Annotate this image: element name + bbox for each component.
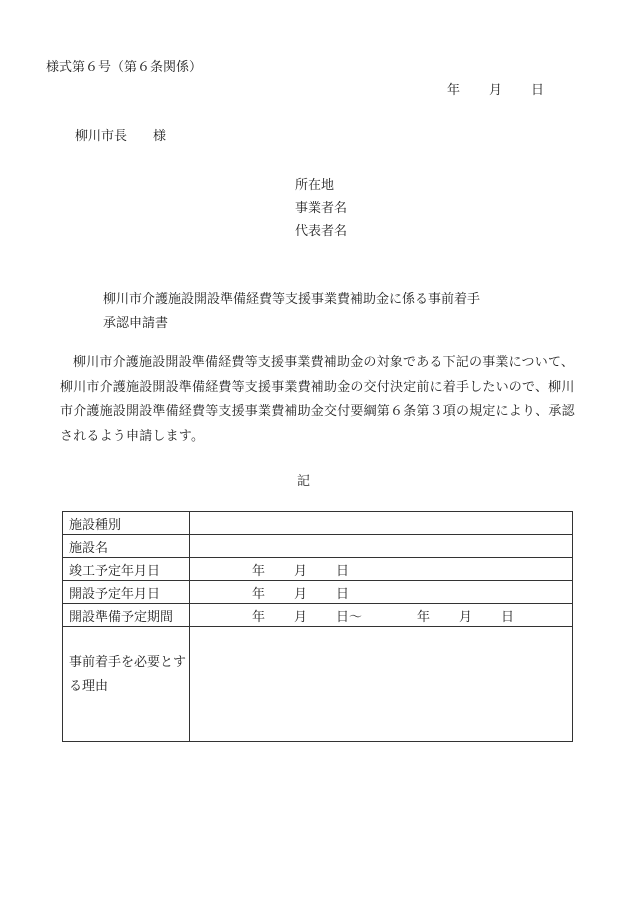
period-end-day: 日 — [501, 609, 515, 625]
table-row — [63, 512, 573, 535]
representative-label: 代表者名 — [295, 224, 348, 239]
form-number: 様式第６号（第６条関係） — [46, 60, 203, 75]
completion-month: 月 — [294, 563, 308, 579]
facility-type-value — [190, 512, 573, 535]
preparation-period-label: 開設準備予定期間 — [63, 604, 190, 627]
period-end-year: 年 — [417, 609, 431, 625]
submission-date — [447, 79, 544, 98]
opening-date-label: 開設予定年月日 — [63, 581, 190, 604]
preparation-period-value — [190, 604, 573, 627]
date-month: 月 — [489, 83, 503, 98]
opening-day: 日 — [336, 586, 350, 602]
date-day: 日 — [531, 83, 545, 98]
opening-year: 年 — [252, 586, 266, 602]
date-year: 年 — [447, 83, 461, 98]
address-label: 所在地 — [295, 178, 335, 193]
document-title — [103, 288, 480, 336]
ki-heading: 記 — [297, 474, 311, 489]
business-name-label: 事業者名 — [295, 201, 348, 216]
table-row — [63, 581, 573, 604]
period-start-day: 日～ — [336, 609, 363, 625]
facility-table — [62, 511, 573, 742]
completion-date-label: 竣工予定年月日 — [63, 558, 190, 581]
application-body — [60, 351, 580, 449]
period-end-month: 月 — [459, 609, 473, 625]
period-start-year: 年 — [252, 609, 266, 625]
table-row — [63, 558, 573, 581]
table-row — [63, 604, 573, 627]
completion-day: 日 — [336, 563, 350, 579]
title-line-1: 柳川市介護施設開設準備経費等支援事業費補助金に係る事前着手 — [103, 292, 481, 307]
opening-month: 月 — [294, 586, 308, 602]
completion-date-value — [190, 558, 573, 581]
addressee: 柳川市長 様 — [75, 129, 167, 144]
opening-date-value — [190, 581, 573, 604]
title-line-2: 承認申請書 — [103, 316, 169, 331]
facility-name-value — [190, 535, 573, 558]
facility-name-label: 施設名 — [63, 535, 190, 558]
reason-label: 事前着手を必要とする理由 — [63, 627, 190, 742]
completion-year: 年 — [252, 563, 266, 579]
body-paragraph: 柳川市介護施設開設準備経費等支援事業費補助金の対象である下記の事業について、柳川市介護施設開設準備経費等支援事業費補助金の交付決定前に着手したいので、柳川市介護施設開設準備経費等支援事業費補助金交付要綱第６条第３項の規定により、承認されるよう申請します。 — [60, 355, 575, 444]
table-row — [63, 627, 573, 742]
period-start-month: 月 — [294, 609, 308, 625]
facility-type-label: 施設種別 — [63, 512, 190, 535]
applicant-block — [295, 174, 347, 243]
table-row — [63, 535, 573, 558]
reason-value — [190, 627, 573, 742]
